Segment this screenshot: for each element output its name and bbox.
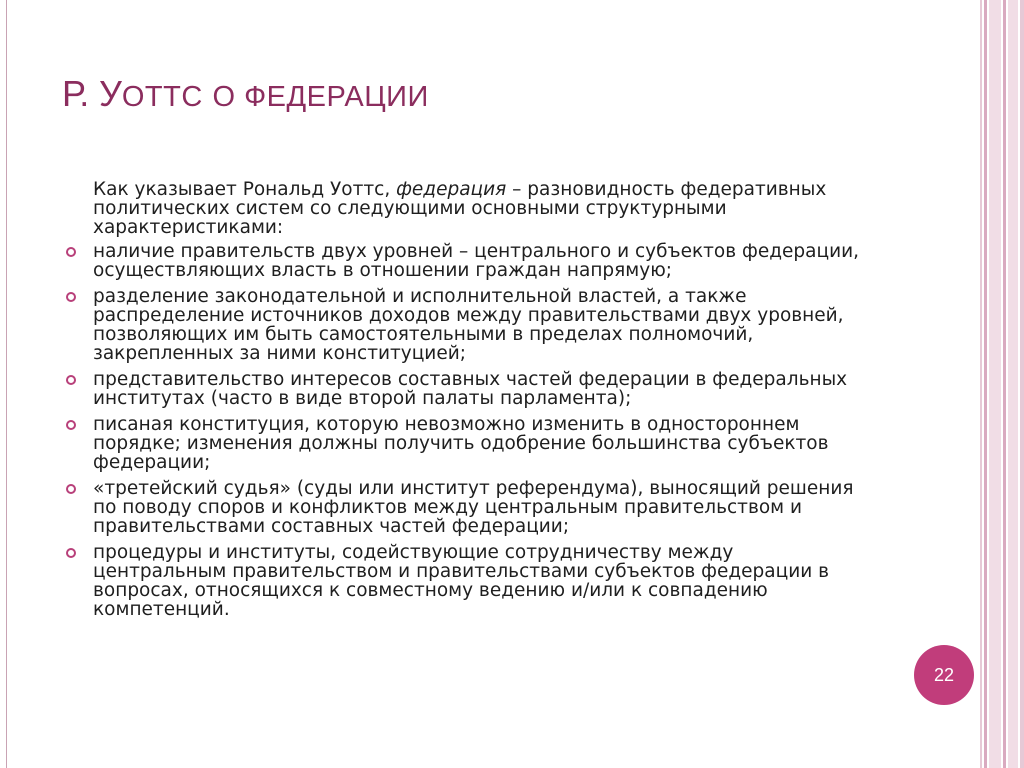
title-name-cap: У [98,73,122,114]
stripe [980,0,982,768]
list-item [66,242,866,280]
left-frame-line [6,0,7,768]
stripe [1008,0,1018,768]
ring-bullet-icon [66,375,76,385]
ring-bullet-icon [66,247,76,257]
title-name-rest: ОТТС [121,81,203,113]
ring-bullet-icon [66,292,76,302]
list-item-text: «третейский судья» (суды или институт референдума), выносящий решения по поводу споров и конфликтов между центральным правительством и правительствами составных частей федерации; [93,478,854,537]
list-item [66,415,866,472]
stripe [989,0,1001,768]
stripe [1020,0,1024,768]
slide-title [62,74,922,115]
ring-bullet-icon [66,420,76,430]
intro-tail: – разновидность федеративных политических систем со следующими основными структурными характеристиками: [93,179,827,238]
title-rest: О ФЕДЕРАЦИИ [212,81,429,113]
list-item-text: наличие правительств двух уровней – центрального и субъектов федерации, осуществляющих власть в отношении граждан напрямую; [93,241,860,281]
intro-term: федерация [396,179,507,200]
list-item-text: представительство интересов составных частей федерации в федеральных институтах (часто в виде второй палаты парламента); [93,369,848,409]
stripe [984,0,987,768]
stripe [1003,0,1006,768]
list-item [66,287,866,363]
list-item-text: писаная конституция, которую невозможно изменить в одностороннем порядке; изменения должны получить одобрение большинства субъектов федерации; [93,414,829,473]
list-item [66,370,866,408]
list-item-text: разделение законодательной и исполнительной властей, а также распределение источников доходов между правительствами двух уровней, позволяющих им быть самостоятельными в пределах полномочий, закрепленных за ними конституцией; [93,286,844,364]
intro-lead: Как указывает Рональд Уоттс, [93,179,397,200]
intro-paragraph [66,180,866,237]
ring-bullet-icon [66,484,76,494]
page-number: 22 [933,664,955,685]
slide-body [66,180,866,626]
list-item-text: процедуры и институты, содействующие сотрудничеству между центральным правительством и правительствами субъектов федерации в вопросах, относящихся к совместному ведению и/или к совпадению компетенций. [93,542,830,620]
list-item [66,479,866,536]
decorative-stripes [980,0,1024,768]
page-number-badge [914,645,974,705]
ring-bullet-icon [66,548,76,558]
title-initial: Р. [62,73,90,114]
list-item [66,543,866,619]
